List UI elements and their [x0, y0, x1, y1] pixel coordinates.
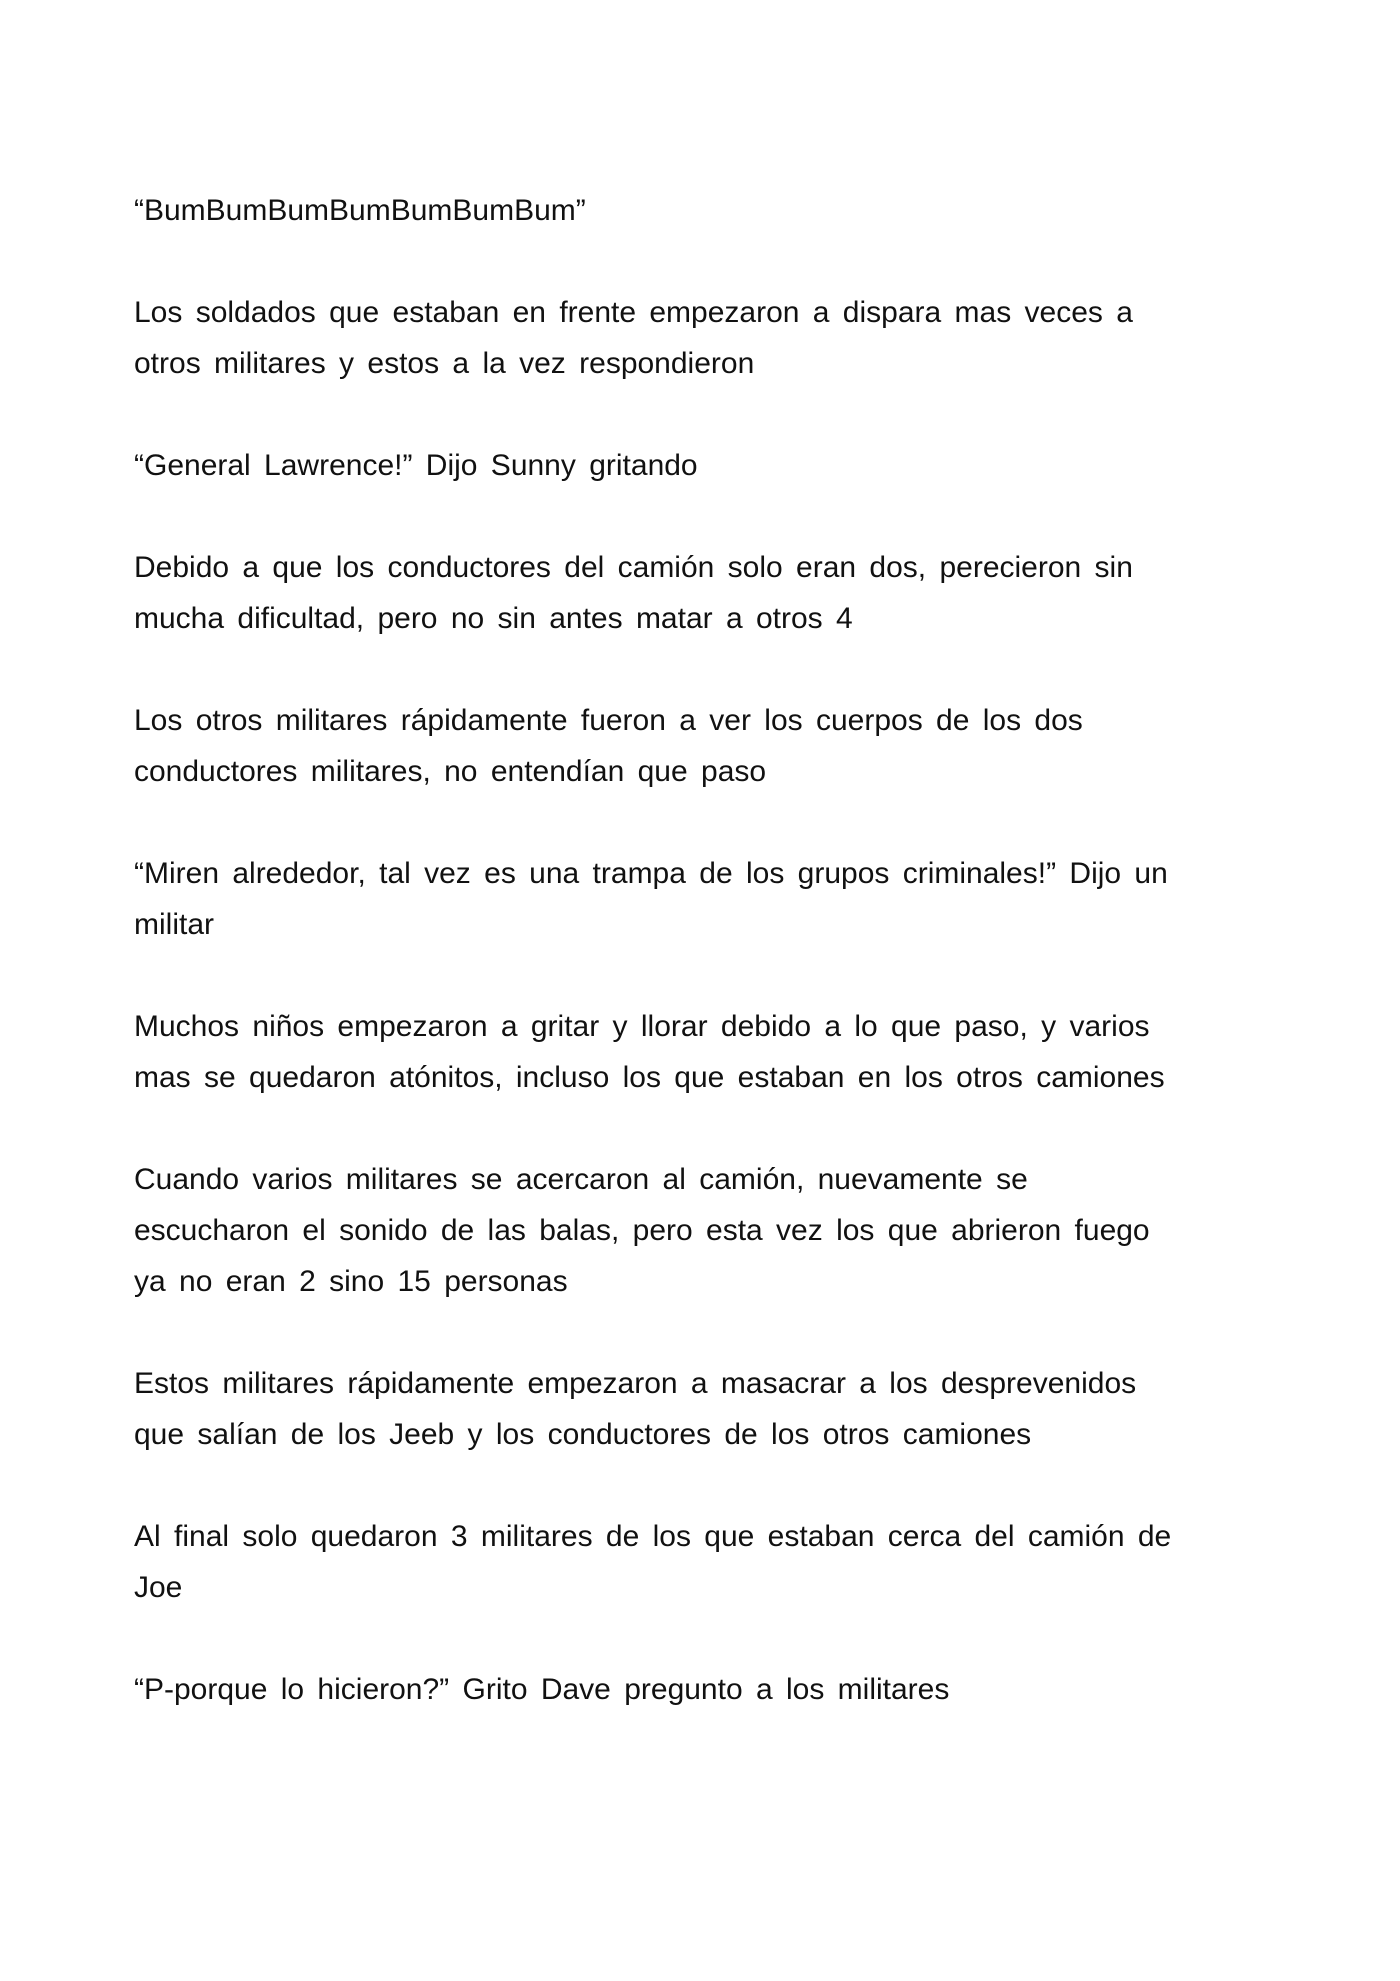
text-line: Al final solo quedaron 3 militares de los que estaban cerca del camión de	[134, 1520, 1172, 1553]
text-line: “General Lawrence!” Dijo Sunny gritando	[134, 449, 698, 482]
paragraph-11	[134, 1664, 1274, 1715]
text-line: “Miren alrededor, tal vez es una trampa de los grupos criminales!” Dijo un	[134, 857, 1168, 890]
paragraph-3	[134, 440, 1274, 491]
text-line: Los soldados que estaban en frente empezaron a dispara mas veces a	[134, 296, 1133, 329]
paragraph-1	[134, 185, 1274, 236]
text-line: Estos militares rápidamente empezaron a masacrar a los desprevenidos	[134, 1367, 1137, 1400]
text-line: Joe	[134, 1571, 183, 1604]
text-line: militar	[134, 908, 214, 941]
text-line: conductores militares, no entendían que paso	[134, 755, 767, 788]
text-line: “BumBumBumBumBumBumBum”	[134, 194, 586, 227]
text-line: mas se quedaron atónitos, incluso los que estaban en los otros camiones	[134, 1061, 1165, 1094]
paragraph-10	[134, 1511, 1274, 1613]
text-line: mucha dificultad, pero no sin antes matar a otros 4	[134, 602, 853, 635]
paragraph-8	[134, 1154, 1274, 1307]
paragraph-5	[134, 695, 1274, 797]
paragraph-9	[134, 1358, 1274, 1460]
text-line: ya no eran 2 sino 15 personas	[134, 1265, 568, 1298]
paragraph-4	[134, 542, 1274, 644]
paragraph-6	[134, 848, 1274, 950]
text-line: Muchos niños empezaron a gritar y llorar debido a lo que paso, y varios	[134, 1010, 1150, 1043]
text-line: Cuando varios militares se acercaron al camión, nuevamente se	[134, 1163, 1028, 1196]
paragraph-7	[134, 1001, 1274, 1103]
text-line: Los otros militares rápidamente fueron a ver los cuerpos de los dos	[134, 704, 1083, 737]
text-line: otros militares y estos a la vez respondieron	[134, 347, 755, 380]
text-line: que salían de los Jeeb y los conductores de los otros camiones	[134, 1418, 1032, 1451]
text-line: Debido a que los conductores del camión solo eran dos, perecieron sin	[134, 551, 1133, 584]
document-body	[134, 185, 1274, 1766]
text-line: escucharon el sonido de las balas, pero esta vez los que abrieron fuego	[134, 1214, 1150, 1247]
text-line: “P-porque lo hicieron?” Grito Dave pregunto a los militares	[134, 1673, 950, 1706]
paragraph-2	[134, 287, 1274, 389]
